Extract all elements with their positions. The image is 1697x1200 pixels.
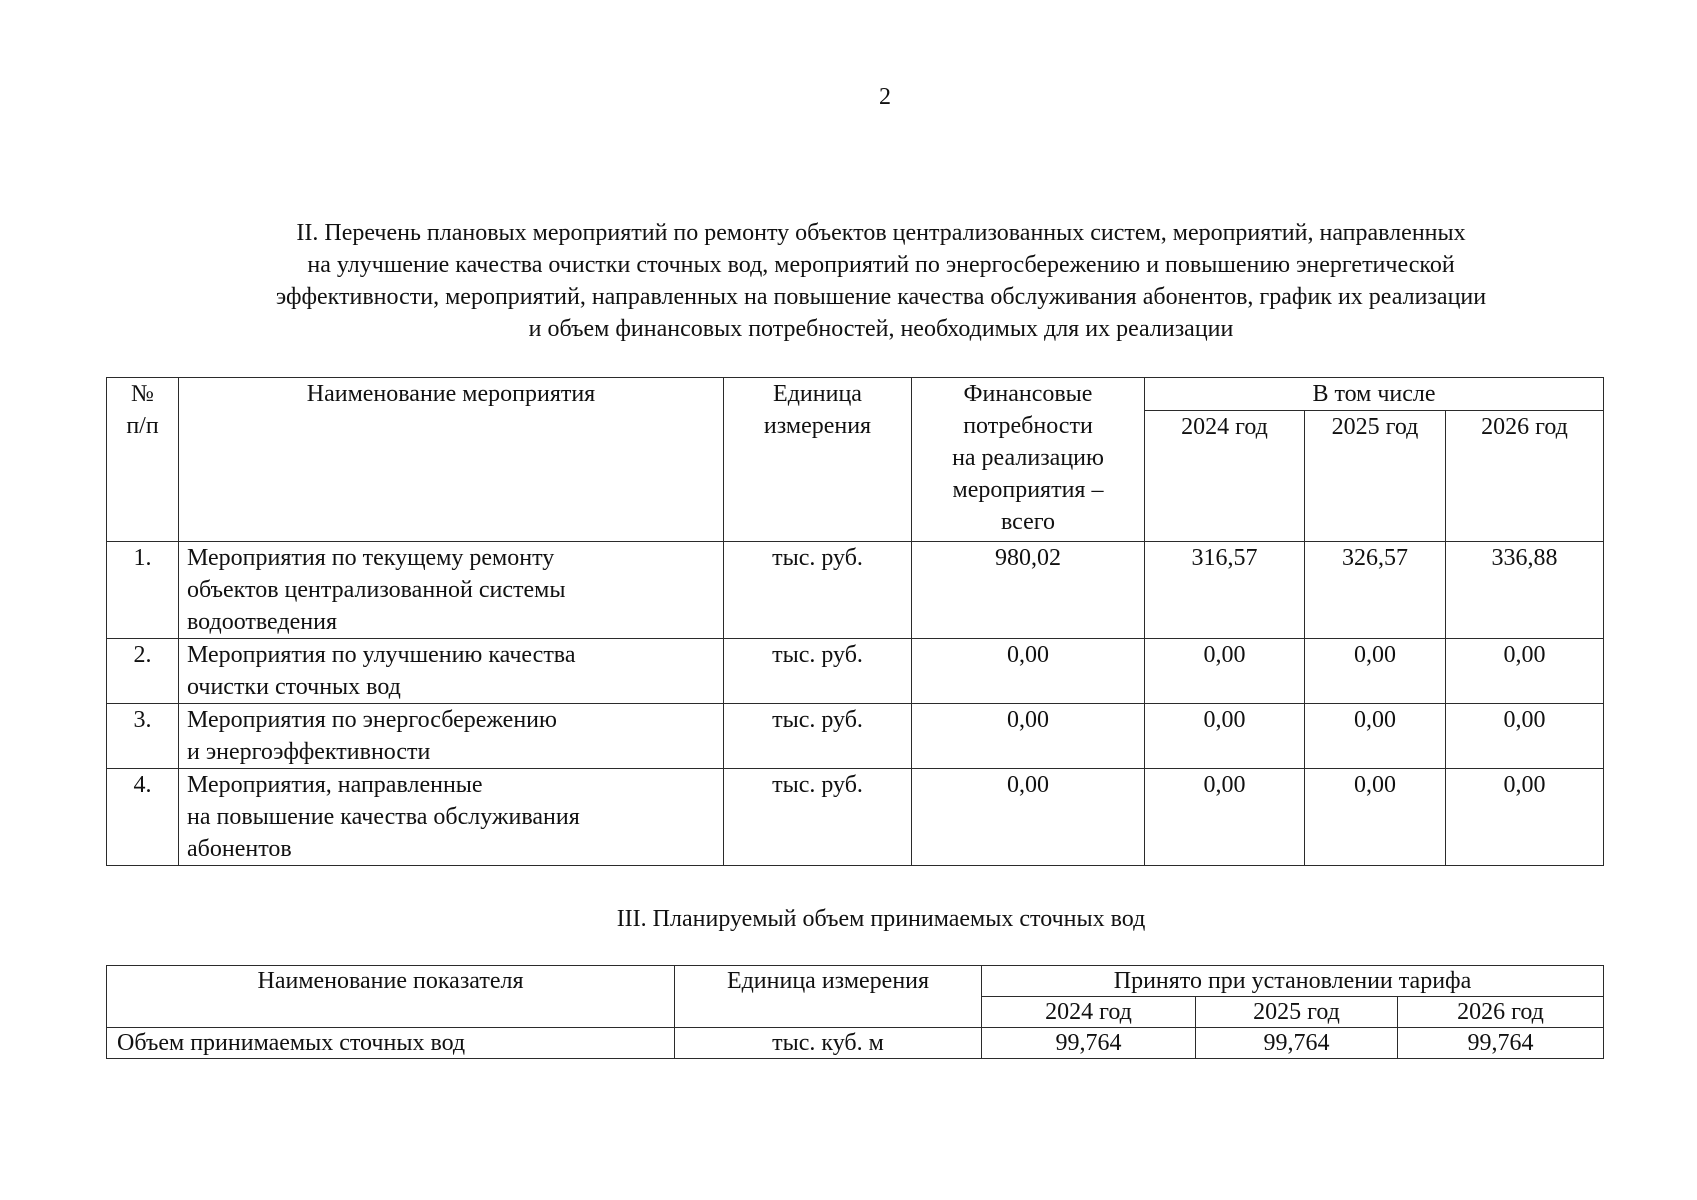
row-unit: тыс. руб. [724, 542, 912, 639]
row-total: 0,00 [912, 704, 1145, 769]
row-unit: тыс. руб. [724, 769, 912, 866]
row-name-line: Мероприятия по улучшению качества [187, 642, 576, 668]
row-2026: 336,88 [1446, 542, 1604, 639]
row-unit: тыс. куб. м [675, 1028, 982, 1059]
header-finance-line: мероприятия – [952, 477, 1104, 503]
page-number: 2 [879, 84, 891, 110]
row-2024: 99,764 [982, 1028, 1196, 1059]
header-unit: Единица измерения [675, 966, 982, 1028]
table-row [107, 1028, 1604, 1059]
header-num-line: № [131, 381, 154, 407]
row-name-line: абонентов [187, 836, 292, 862]
header-unit [724, 378, 912, 542]
section-3-title: III. Планируемый объем принимаемых сточных вод [616, 906, 1146, 932]
row-2025: 0,00 [1305, 769, 1446, 866]
header-year-2026: 2026 год [1398, 997, 1604, 1028]
header-finance-line: Финансовые [963, 381, 1093, 407]
row-2025: 0,00 [1305, 704, 1446, 769]
row-name-line: очистки сточных вод [187, 674, 401, 700]
row-num: 1. [107, 542, 179, 639]
row-name [179, 639, 724, 704]
section-2-title-line: эффективности, мероприятий, направленных на повышение качества обслуживания абонентов, график их реализации [275, 284, 1487, 310]
table-row [107, 769, 1604, 866]
header-accepted: Принято при установлении тарифа [982, 966, 1604, 997]
row-2024: 0,00 [1145, 769, 1305, 866]
row-2026: 0,00 [1446, 704, 1604, 769]
header-num-line: п/п [126, 413, 159, 439]
header-year-2024: 2024 год [982, 997, 1196, 1028]
header-finance-line: на реализацию [952, 445, 1104, 471]
row-name-line: и энергоэффективности [187, 739, 431, 765]
header-including: В том числе [1145, 378, 1604, 411]
header-year-2025: 2025 год [1196, 997, 1398, 1028]
header-year-2025: 2025 год [1305, 411, 1446, 542]
row-name-line: Мероприятия по энергосбережению [187, 707, 557, 733]
row-name: Объем принимаемых сточных вод [107, 1028, 675, 1059]
row-name [179, 769, 724, 866]
row-name [179, 704, 724, 769]
row-2024: 0,00 [1145, 704, 1305, 769]
row-name-line: на повышение качества обслуживания [187, 804, 580, 830]
row-name [179, 542, 724, 639]
section-2-title [136, 217, 1626, 345]
row-2024: 0,00 [1145, 639, 1305, 704]
row-num: 3. [107, 704, 179, 769]
header-finance [912, 378, 1145, 542]
row-2025: 326,57 [1305, 542, 1446, 639]
row-total: 0,00 [912, 769, 1145, 866]
measures-table [106, 377, 1604, 866]
row-unit: тыс. руб. [724, 704, 912, 769]
row-2025: 99,764 [1196, 1028, 1398, 1059]
section-2-title-line: II. Перечень плановых мероприятий по ремонту объектов централизованных систем, мероприятий, направленных [296, 220, 1466, 246]
table-row [107, 639, 1604, 704]
row-total: 0,00 [912, 639, 1145, 704]
header-unit-line: Единица [773, 381, 862, 407]
row-unit: тыс. руб. [724, 639, 912, 704]
header-indicator: Наименование показателя [107, 966, 675, 1028]
row-total: 980,02 [912, 542, 1145, 639]
row-name-line: Мероприятия, направленные [187, 772, 483, 798]
row-2025: 0,00 [1305, 639, 1446, 704]
header-finance-line: всего [1000, 509, 1056, 535]
row-num: 4. [107, 769, 179, 866]
row-name-line: водоотведения [187, 609, 337, 635]
table-row [107, 704, 1604, 769]
row-name-line: объектов централизованной системы [187, 577, 566, 603]
row-2026: 99,764 [1398, 1028, 1604, 1059]
section-2-title-line: на улучшение качества очистки сточных вод, мероприятий по энергосбережению и повышению энергетической [307, 252, 1455, 278]
header-name: Наименование мероприятия [179, 378, 724, 542]
header-finance-line: потребности [963, 413, 1093, 439]
header-year-2026: 2026 год [1446, 411, 1604, 542]
row-name-line: Мероприятия по текущему ремонту [187, 545, 555, 571]
row-2024: 316,57 [1145, 542, 1305, 639]
section-2-title-line: и объем финансовых потребностей, необходимых для их реализации [528, 316, 1234, 342]
volume-table [106, 965, 1604, 1059]
header-year-2024: 2024 год [1145, 411, 1305, 542]
table-row [107, 542, 1604, 639]
row-num: 2. [107, 639, 179, 704]
row-2026: 0,00 [1446, 639, 1604, 704]
row-2026: 0,00 [1446, 769, 1604, 866]
header-unit-line: измерения [763, 413, 872, 439]
header-num [107, 378, 179, 542]
